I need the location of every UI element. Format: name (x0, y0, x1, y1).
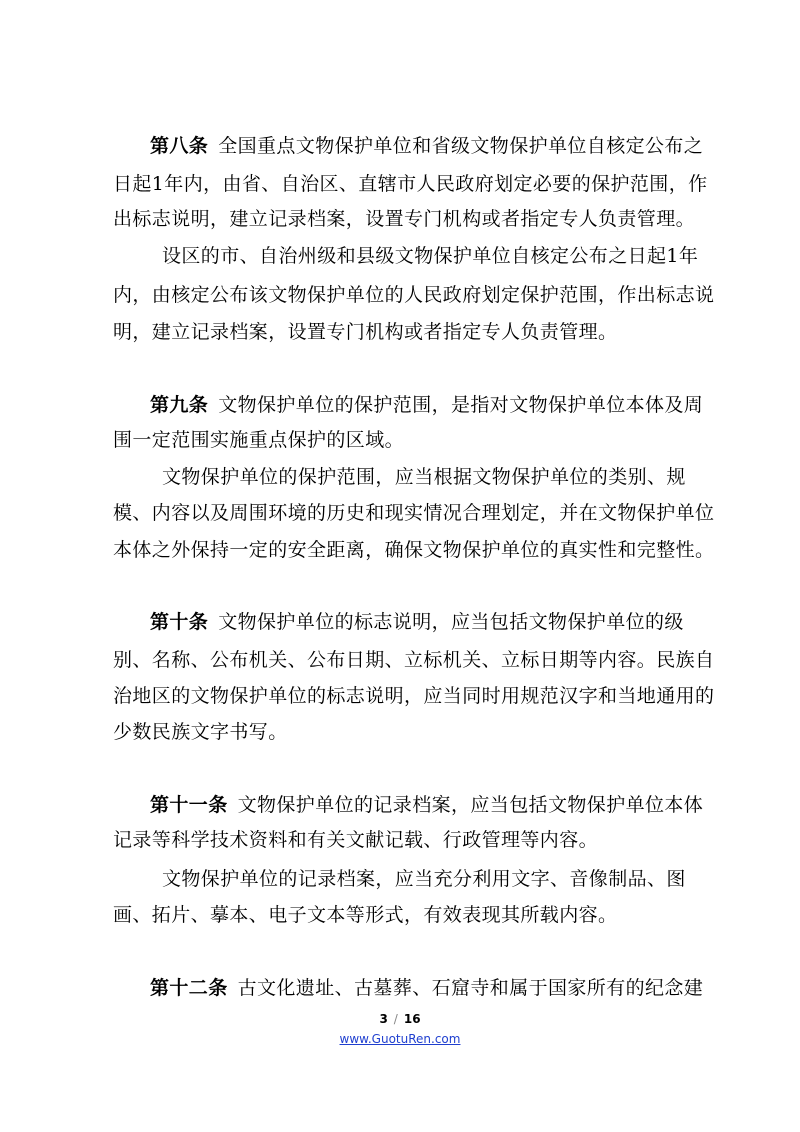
article-10-text: 文物保护单位的标志说明，应当包括文物保护单位的级 (218, 611, 684, 633)
article-8-line-1 (150, 134, 703, 158)
footer-url (0, 1032, 800, 1046)
page-total: 16 (403, 1012, 421, 1026)
article-9-heading: 第九条 (150, 394, 209, 416)
article-9-line-3: 文物保护单位的保护范围，应当根据文物保护单位的类别、规 (162, 466, 686, 488)
page-current: 3 (379, 1012, 388, 1026)
article-11-line-3: 文物保护单位的记录档案，应当充分利用文字、音像制品、图 (162, 868, 686, 890)
page-number (0, 1012, 800, 1026)
article-12-line-1 (150, 976, 703, 1000)
article-9-line-1 (150, 393, 703, 417)
article-11-line-2: 记录等科学技术资料和有关文献记载、行政管理等内容。 (113, 829, 599, 851)
article-10-line-1 (150, 610, 684, 634)
article-8-line-4: 设区的市、自治州级和县级文物保护单位自核定公布之日起1年 (162, 245, 699, 267)
page-separator: / (393, 1012, 398, 1026)
article-10-heading: 第十条 (150, 611, 209, 633)
article-8-line-2: 日起1年内，由省、自治区、直辖市人民政府划定必要的保护范围，作 (113, 173, 708, 195)
article-9-text: 文物保护单位的保护范围，是指对文物保护单位本体及周 (218, 394, 704, 416)
article-11-text: 文物保护单位的记录档案，应当包括文物保护单位本体 (237, 794, 704, 816)
article-8-text: 全国重点文物保护单位和省级文物保护单位自核定公布之 (218, 135, 704, 157)
article-10-line-3: 治地区的文物保护单位的标志说明，应当同时用规范汉字和当地通用的 (113, 685, 715, 707)
website-link[interactable]: www.GuotuRen.com (339, 1032, 461, 1046)
article-8-line-5: 内，由核定公布该文物保护单位的人民政府划定保护范围，作出标志说 (113, 284, 715, 306)
article-9-line-2: 围一定范围实施重点保护的区域。 (113, 429, 405, 451)
article-11-line-1 (150, 793, 703, 817)
article-12-heading: 第十二条 (150, 977, 228, 999)
article-10-line-2: 别、名称、公布机关、公布日期、立标机关、立标日期等内容。民族自 (113, 649, 715, 671)
article-8-heading: 第八条 (150, 135, 209, 157)
article-11-heading: 第十一条 (150, 794, 228, 816)
article-11-line-4: 画、拓片、摹本、电子文本等形式，有效表现其所载内容。 (113, 904, 618, 926)
article-10-line-4: 少数民族文字书写。 (113, 721, 288, 743)
article-9-line-4: 模、内容以及周围环境的历史和现实情况合理划定，并在文物保护单位 (113, 502, 715, 524)
article-12-text: 古文化遗址、古墓葬、石窟寺和属于国家所有的纪念建 (237, 977, 704, 999)
article-8-line-6: 明，建立记录档案，设置专门机构或者指定专人负责管理。 (113, 321, 618, 343)
article-9-line-5: 本体之外保持一定的安全距离，确保文物保护单位的真实性和完整性。 (113, 539, 715, 561)
article-8-line-3: 出标志说明，建立记录档案，设置专门机构或者指定专人负责管理。 (113, 208, 696, 230)
